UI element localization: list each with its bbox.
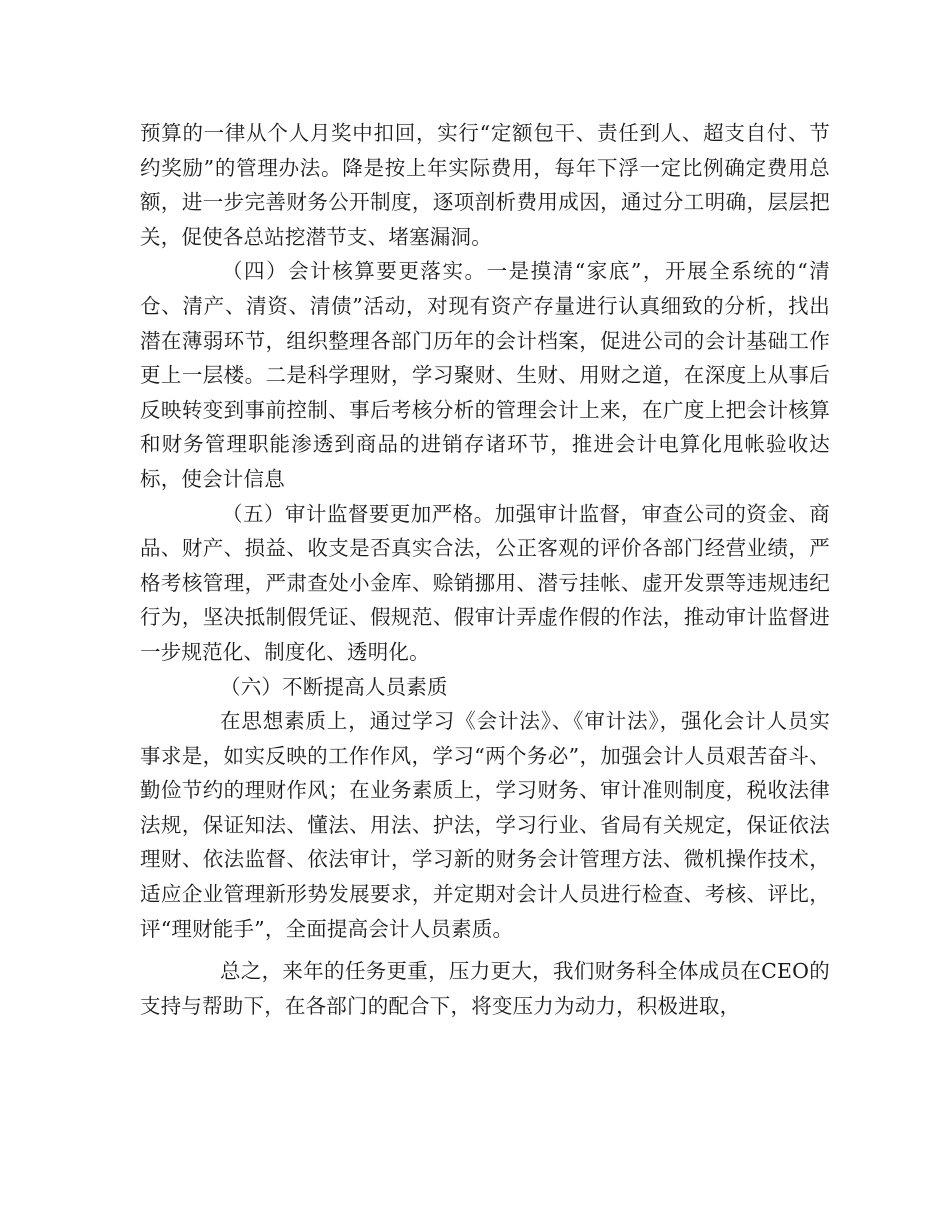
paragraph-staff-quality-heading: （六）不断提高人员素质 [220, 674, 448, 699]
paragraph-budget-control: 预算的一律从个人月奖中扣回，实行“定额包干、责任到人、超支自付、节约奖励”的管理办法。降是按上年实际费用，每年下浮一定比例确定费用总额，进一步完善财务公开制度，逐项剖析费用成因，通过分工明确，层层把关，促使各总站挖潜节支、堵塞漏洞。 [140, 121, 830, 249]
document-body [140, 116, 830, 1023]
paragraph-staff-quality-body: 在思想素质上，通过学习《会计法》、《审计法》，强化会计人员实事求是，如实反映的工作作风，学习“两个务必”，加强会计人员艰苦奋斗、勤俭节约的理财作风；在业务素质上，学习财务、审计准则制度，税收法律法规，保证知法、懂法、用法、护法，学习行业、省局有关规定，保证依法理财、依法监督、依法审计，学习新的财务会计管理方法、微机操作技术，适应企业管理新形势发展要求，并定期对会计人员进行检查、考核、评比，评“理财能手”，全面提高会计人员素质。 [140, 709, 830, 941]
paragraph-conclusion: 总之，来年的任务更重，压力更大，我们财务科全体成员在CEO的支持与帮助下，在各部门的配合下，将变压力为动力，积极进取， [140, 959, 830, 1018]
paragraph-accounting-section: （四）会计核算要更落实。一是摸清“家底”，开展全系统的“清仓、清产、清资、清债”活动，对现有资产存量进行认真细致的分析，找出潜在薄弱环节，组织整理各部门历年的会计档案，促进公司的会计基础工作更上一层楼。二是科学理财，学习聚财、生财、用财之道，在深度上从事后反映转变到事前控制、事后考核分析的管理会计上来，在广度上把会计核算和财务管理职能渗透到商品的进销存诸环节，推进会计电算化甩帐验收达标，使会计信息 [140, 259, 830, 491]
paragraph-audit-section: （五）审计监督要更加严格。加强审计监督，审查公司的资金、商品、财产、损益、收支是否真实合法，公正客观的评价各部门经营业绩，严格考核管理，严肃查处小金库、赊销挪用、潜亏挂帐、虚开发票等违规违纪行为，坚决抵制假凭证、假规范、假审计弄虚作假的作法，推动审计监督进一步规范化、制度化、透明化。 [140, 501, 830, 664]
